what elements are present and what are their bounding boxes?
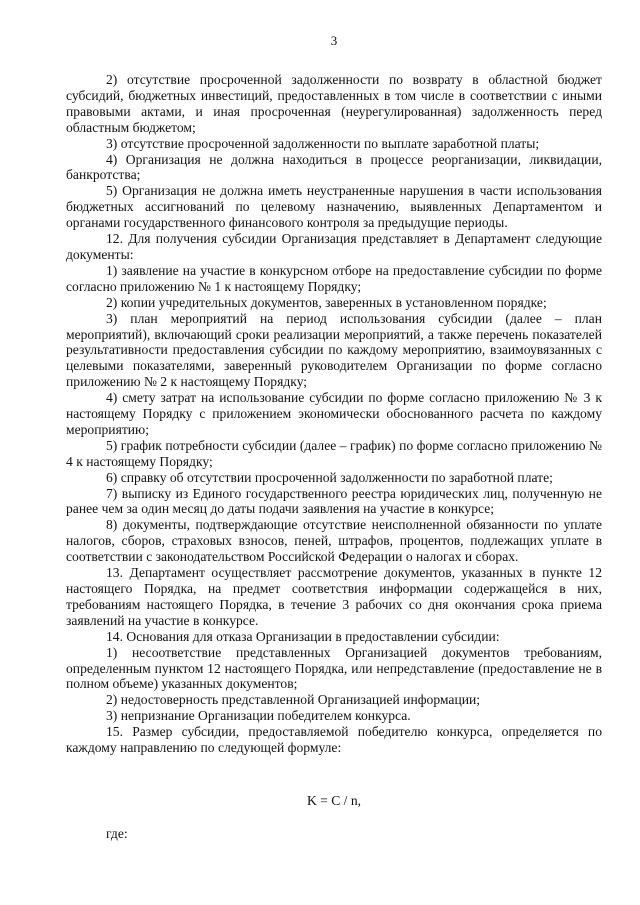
paragraph: 6) справку об отсутствии просроченной задолженности по заработной плате; bbox=[106, 469, 553, 485]
paragraph: 1) заявление на участие в конкурсном отборе на предоставление субсидии по форме согласно приложению № 1 к настоящему Порядку; bbox=[66, 262, 602, 294]
where-label: где: bbox=[106, 826, 128, 841]
paragraph: 3) отсутствие просроченной задолженности по выплате заработной платы; bbox=[106, 135, 540, 151]
paragraph: 4) Организация не должна находиться в процессе реорганизации, ликвидации, банкротства; bbox=[66, 151, 602, 183]
paragraph: 12. Для получения субсидии Организация представляет в Департамент следующие документы: bbox=[66, 231, 602, 262]
paragraph: 15. Размер субсидии, предоставляемой победителю конкурса, определяется по каждому направлению по следующей формуле: bbox=[66, 724, 602, 756]
paragraph: 5) график потребности субсидии (далее – график) по форме согласно приложению № 4 к настоящему Порядку; bbox=[66, 437, 602, 469]
paragraph: 1) несоответствие представленных Организацией документов требованиям, определенным пунктом 12 настоящего Порядка, или непредставление (предоставление не в полном объеме) указанных документов; bbox=[66, 644, 602, 692]
paragraph: 13. Департамент осуществляет рассмотрение документов, указанных в пункте 12 настоящего Порядка, на предмет соответствия информации содержащейся в них, требованиям настоящего Порядка, в течение 3 рабочих со дня окончания срока приема заявлений на участие в конкурсе. bbox=[66, 565, 602, 628]
paragraph: 7) выписку из Единого государственного реестра юридических лиц, полученную не ранее чем за один месяц до даты подачи заявления на участие в конкурсе; bbox=[66, 485, 602, 517]
paragraph: 3) непризнание Организации победителем конкурса. bbox=[106, 708, 411, 724]
paragraph: 5) Организация не должна иметь неустраненные нарушения в части использования бюджетных ассигнований по целевому назначению, выявленных Департаментом и органами государственного финансового контроля за предыдущие периоды. bbox=[66, 183, 602, 231]
paragraph: 8) документы, подтверждающие отсутствие неисполненной обязанности по уплате налогов, сборов, страховых взносов, пеней, штрафов, процентов, подлежащих уплате в соответствии с законодательством Российской Федерации о налогах и сборах. bbox=[66, 517, 602, 565]
document-body bbox=[66, 72, 602, 756]
paragraph: 4) смету затрат на использование субсидии по форме согласно приложению № 3 к настоящему Порядку с приложением экономически обоснованного расчета по каждому мероприятию; bbox=[66, 390, 602, 437]
paragraph: 2) отсутствие просроченной задолженности по возврату в областной бюджет субсидий, бюджетных инвестиций, предоставленных в том числе в соответствии с иными правовыми актами, и иная просроченная (неурегулированная) задолженность перед областным бюджетом; bbox=[66, 72, 602, 135]
paragraph: 2) недостоверность представленной Организацией информации; bbox=[106, 692, 481, 708]
paragraph: 2) копии учредительных документов, заверенных в установленном порядке; bbox=[106, 294, 547, 310]
subsidy-formula: K = C / n, bbox=[306, 793, 362, 808]
paragraph: 14. Основания для отказа Организации в предоставлении субсидии: bbox=[106, 628, 500, 644]
page-number: 3 bbox=[330, 33, 338, 48]
paragraph: 3) план мероприятий на период использования субсидии (далее – план мероприятий), включающий сроки реализации мероприятий, а также перечень показателей результативности предоставления субсидии по каждому мероприятию, взаимоувязанных с целевыми показателями, заверенный руководителем Организации по форме согласно приложению № 2 к настоящему Порядку; bbox=[66, 310, 602, 390]
